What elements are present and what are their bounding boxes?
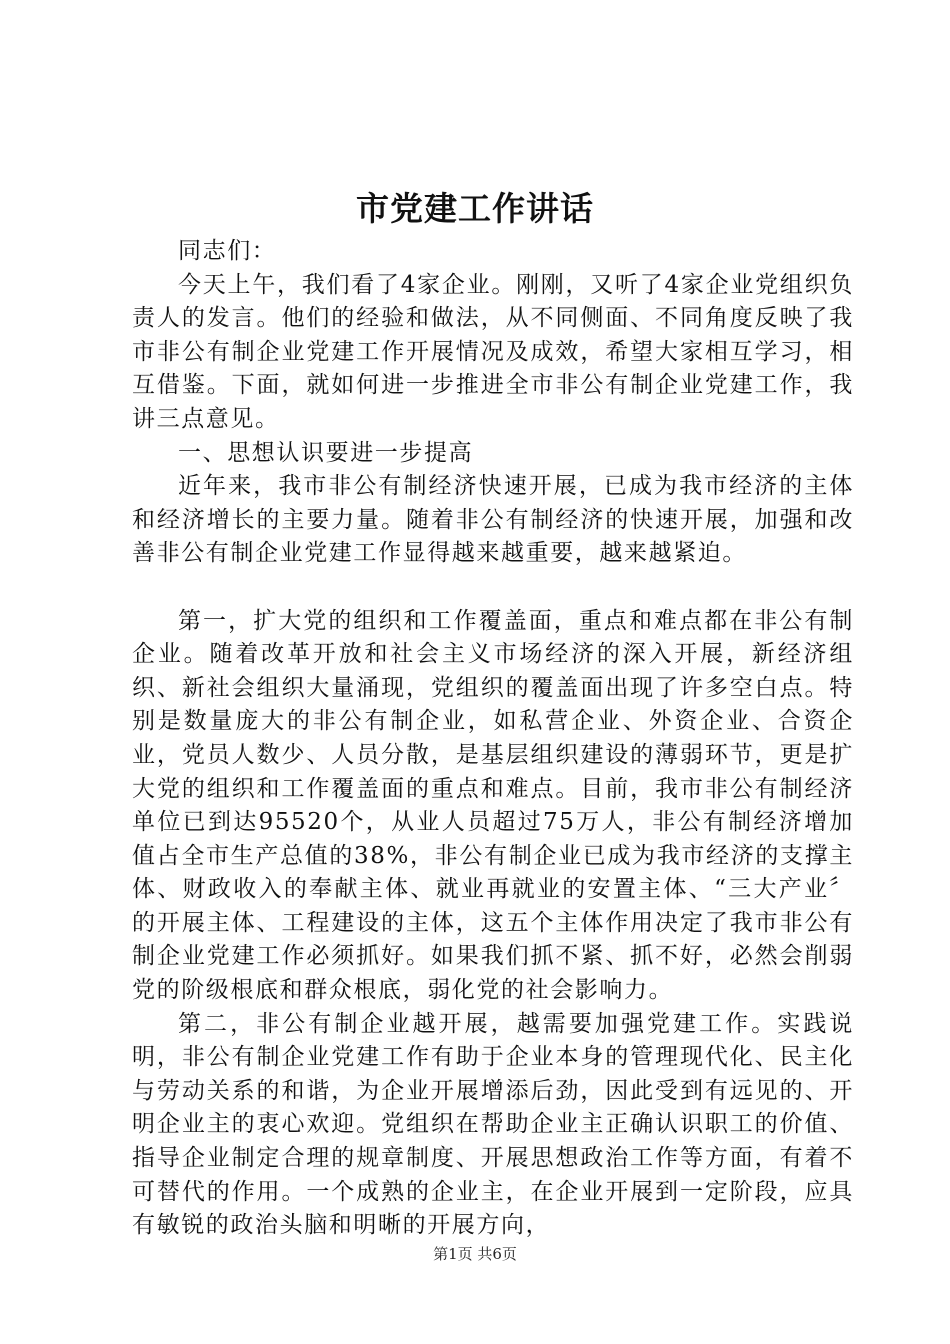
document-title: 市党建工作讲话 [356, 189, 594, 228]
body-paragraph: 近年来，我市非公有制经济快速开展，已成为我市经济的主体和经济增长的主要力量。随着非公有制经济的快速开展，加强和改善非公有制企业党建工作显得越来越重要，越来越紧迫。 [132, 473, 854, 567]
section-heading: 一、思想认识要进一步提高 [178, 439, 474, 466]
body-paragraph: 第一，扩大党的组织和工作覆盖面，重点和难点都在非公有制企业。随着改革开放和社会主义市场经济的深入开展，新经济组织、新社会组织大量涌现，党组织的覆盖面出现了许多空白点。特别是数量庞大的非公有制企业，如私营企业、外资企业、合资企业，党员人数少、人员分散，是基层组织建设的薄弱环节，更是扩大党的组织和工作覆盖面的重点和难点。目前，我市非公有制经济单位已到达95520个，从业人员超过75万人，非公有制经济增加值占全市生产总值的38%，非公有制企业已成为我市经济的支撑主体、财政收入的奉献主体、就业再就业的安置主体、“三大产业〞的开展主体、工程建设的主体，这五个主体作用决定了我市非公有制企业党建工作必须抓好。如果我们抓不紧、抓不好，必然会削弱党的阶级根底和群众根底，弱化党的社会影响力。 [132, 607, 854, 1004]
body-paragraph: 今天上午，我们看了4家企业。刚刚，又听了4家企业党组织负责人的发言。他们的经验和做法，从不同侧面、不同角度反映了我市非公有制企业党建工作开展情况及成效，希望大家相互学习，相互借鉴。下面，就如何进一步推进全市非公有制企业党建工作，我讲三点意见。 [132, 271, 854, 432]
salutation-paragraph: 同志们： [178, 238, 277, 264]
document-body [132, 235, 854, 1243]
body-paragraph: 第二，非公有制企业越开展，越需要加强党建工作。实践说明，非公有制企业党建工作有助于企业本身的管理现代化、民主化与劳动关系的和谐，为企业开展增添后劲，因此受到有远见的、开明企业主的衷心欢迎。党组织在帮助企业主正确认识职工的价值、指导企业制定合理的规章制度、开展思想政治工作等方面，有着不可替代的作用。一个成熟的企业主，在企业开展到一定阶段，应具有敏锐的政治头脑和明晰的开展方向， [132, 1010, 854, 1239]
page-footer: 第1页 共6页 [433, 1245, 517, 1263]
